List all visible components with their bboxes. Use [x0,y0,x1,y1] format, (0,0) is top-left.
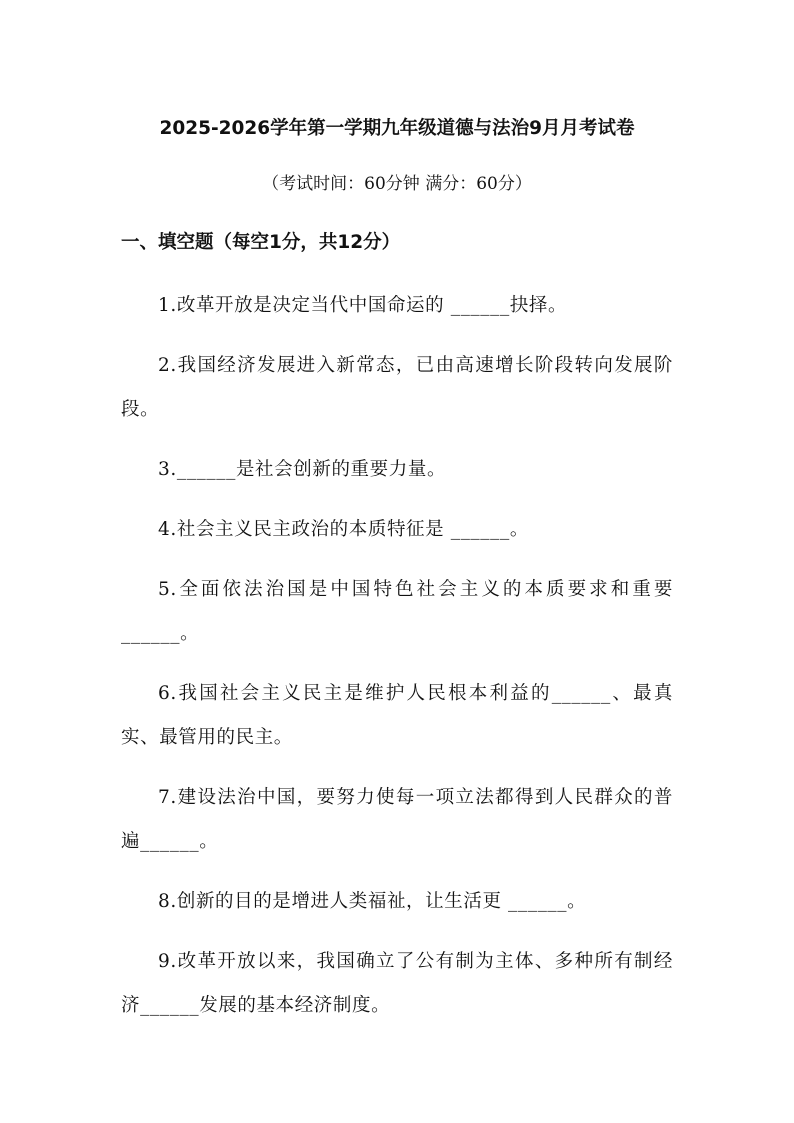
question-item-3: 3.______是社会创新的重要力量。 [158,459,447,480]
question-item-5: 5.全面依法治国是中国特色社会主义的本质要求和重要______。 [121,579,673,644]
question-item-4: 4.社会主义民主政治的本质特征是 ______。 [158,519,529,540]
exam-title: 2025-2026学年第一学期九年级道德与法治9月月考试卷 [159,118,635,139]
question-item-6: 6.我国社会主义民主是维护人民根本利益的______、最真实、最管用的民主。 [121,683,673,748]
question-item-8: 8.创新的目的是增进人类福祉，让生活更 ______。 [158,891,587,912]
question-item-7: 7.建设法治中国，要努力使每一项立法都得到人民群众的普遍______。 [121,787,673,852]
section-heading: 一、填空题（每空1分，共12分） [121,232,401,253]
question-list [121,284,673,1044]
exam-subtitle: （考试时间：60分钟 满分：60分） [262,174,532,194]
question-item-2: 2.我国经济发展进入新常态，已由高速增长阶段转向发展阶段。 [121,355,673,420]
question-item-9: 9.改革开放以来，我国确立了公有制为主体、多种所有制经济______发展的基本经济制度。 [121,951,673,1016]
question-item-1: 1.改革开放是决定当代中国命运的 ______抉择。 [158,295,568,316]
